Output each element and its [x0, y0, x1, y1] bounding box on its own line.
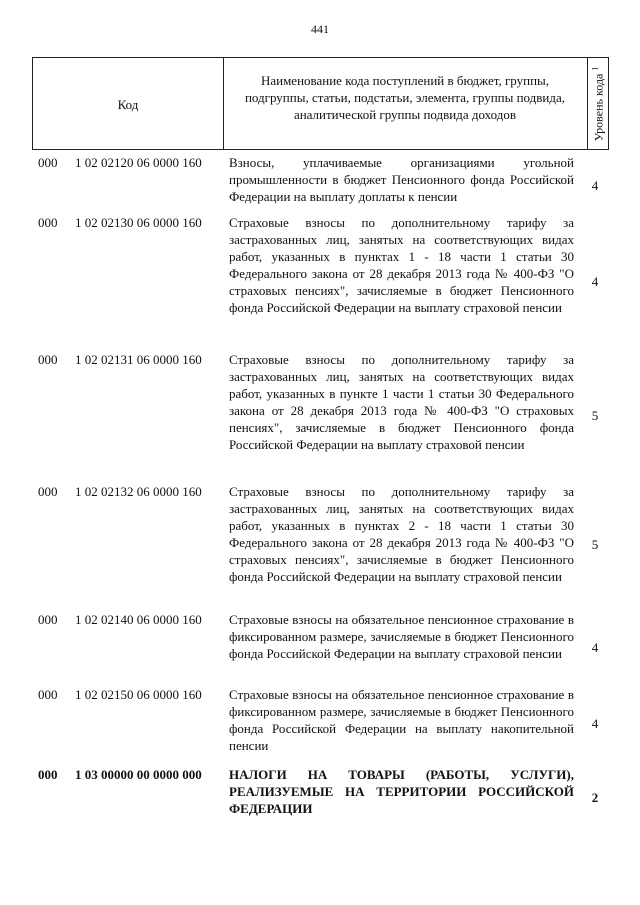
- row-name: Страховые взносы по дополнительному тарифу за застрахованных лиц, занятых на соответствующих видах работ, указанных в пунктах 1 - 18 части 1 статьи 30 Федерального закона от 28 декабря 2013 года № 400-ФЗ "О страховых пенсиях", зачисляемые в бюджет Пенсионного фонда Российской Федерации на выплату страховой пенсии: [229, 215, 574, 315]
- row-code-admin: 000: [38, 767, 58, 782]
- row-code-admin: 000: [38, 687, 58, 702]
- header-level: [587, 58, 609, 149]
- row-level: 5: [591, 537, 599, 552]
- row-code-classification: 1 02 02150 06 0000 160: [75, 687, 202, 702]
- row-code-classification: 1 02 02140 06 0000 160: [75, 612, 202, 627]
- row-level: 4: [591, 274, 599, 289]
- row-code-classification: 1 02 02132 06 0000 160: [75, 484, 202, 499]
- row-name: Взносы, уплачиваемые организациями угольной промышленности в бюджет Пенсионного фонда Российской Федерации на выплату доплаты к пенсии: [229, 155, 574, 204]
- row-level: 4: [591, 716, 599, 731]
- row-code-admin: 000: [38, 155, 58, 170]
- row-code-classification: 1 02 02130 06 0000 160: [75, 215, 202, 230]
- row-name: Страховые взносы по дополнительному тарифу за застрахованных лиц, занятых на соответствующих видах работ, указанных в пунктах 2 - 18 части 1 статьи 30 Федерального закона от 28 декабря 2013 года № 400-ФЗ "О страховых пенсиях", зачисляемые в бюджет Пенсионного фонда Российской Федерации на выплату страховой пенсии: [229, 484, 574, 584]
- row-code-admin: 000: [38, 352, 58, 367]
- row-code-admin: 000: [38, 215, 58, 230]
- row-level: 4: [591, 178, 599, 193]
- row-code-admin: 000: [38, 612, 58, 627]
- header-level-label: Уровень кода: [591, 73, 606, 141]
- row-level: 2: [591, 790, 599, 805]
- row-level: 5: [591, 408, 599, 423]
- row-name: Страховые взносы по дополнительному тарифу за застрахованных лиц, занятых на соответствующих видах работ, указанных в пункте 1 части 1 статьи 30 Федерального закона от 28 декабря 2013 года № 400-ФЗ "О страховых пенсиях", зачисляемые в бюджет Пенсионного фонда Российской Федерации на выплату страховой пенсии: [229, 352, 574, 452]
- page-number: 441: [311, 22, 329, 36]
- row-name: НАЛОГИ НА ТОВАРЫ (РАБОТЫ, УСЛУГИ), РЕАЛИЗУЕМЫЕ НА ТЕРРИТОРИИ РОССИЙСКОЙ ФЕДЕРАЦИИ: [229, 767, 574, 816]
- row-name: Страховые взносы на обязательное пенсионное страхование в фиксированном размере, зачисляемые в бюджет Пенсионного фонда Российской Федерации на выплату накопительной пенсии: [229, 687, 574, 753]
- header-level-footnote: 1: [590, 66, 600, 71]
- row-code-classification: 1 02 02131 06 0000 160: [75, 352, 202, 367]
- header-code: Код: [117, 96, 139, 112]
- row-code-classification: 1 03 00000 00 0000 000: [75, 767, 202, 782]
- table-header: [32, 57, 609, 150]
- row-code-classification: 1 02 02120 06 0000 160: [75, 155, 202, 170]
- row-level: 4: [591, 640, 599, 655]
- header-name: Наименование кода поступлений в бюджет, группы, подгруппы, статьи, подстатьи, элемента, группы подвида, аналитической группы подвида доходов: [244, 73, 566, 122]
- row-name: Страховые взносы на обязательное пенсионное страхование в фиксированном размере, зачисляемые в бюджет Пенсионного фонда Российской Федерации на выплату страховой пенсии: [229, 612, 574, 661]
- row-code-admin: 000: [38, 484, 58, 499]
